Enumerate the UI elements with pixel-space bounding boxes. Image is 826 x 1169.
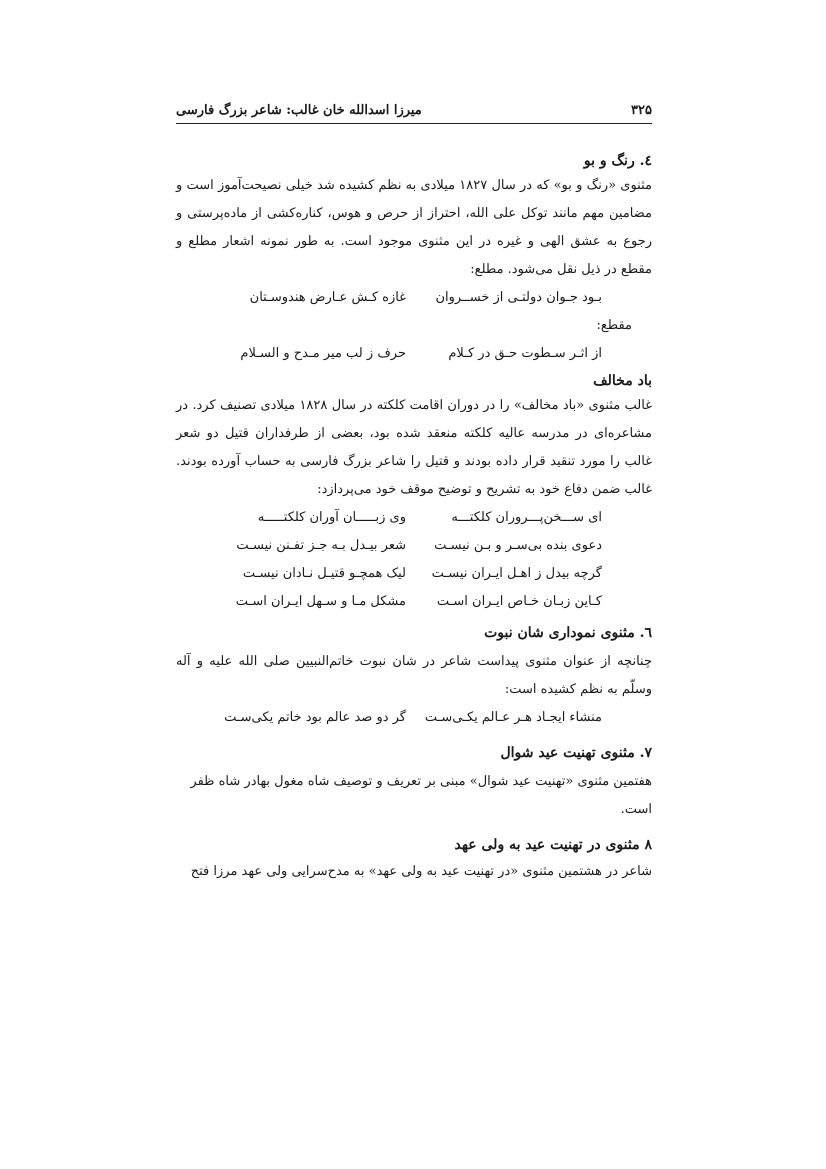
verse-couplet: [176, 532, 652, 560]
paragraph: چنانچه از عنوان مثنوی پیداست شاعر در شان نبوت خاتم‌النبیین صلی الله علیه و آله وسلّم به نظم کشیده است:: [176, 654, 652, 697]
section-heading: ٤. رنگ و بو: [583, 153, 652, 169]
verse-hemistich: گر دو صد عالم بود خاتم یکی‌سـت: [224, 710, 406, 725]
paragraph: شاعر در هشتمین مثنوی «در تهنیت عید به ولی عهد» به مدح‌سرایی ولی عهد مرزا فتح: [190, 864, 652, 879]
running-title: میرزا اسدالله خان غالب: شاعر بزرگ فارسی: [176, 103, 422, 118]
page-number: ۳۲۵: [631, 103, 652, 118]
verse-hemistich: غازه کـش عـارض هندوسـتان: [249, 290, 406, 305]
page-content: [176, 150, 652, 886]
verse-hemistich: منشاء ایجـاد هـر عـالم یکـی‌سـت: [424, 710, 602, 725]
verse-hemistich: کـاین زبـان خـاص ایـران اسـت: [436, 594, 602, 609]
section-heading: ٨ مثنوی در تهنیت عید به ولی عهد: [454, 837, 652, 853]
verse-couplet: [176, 704, 652, 732]
maqta-label: مقطع:: [596, 318, 632, 333]
paragraph: مثنوی «رنگ و بو» که در سال ۱۸۲۷ میلادی به نظم کشیده شد خیلی نصیحت‌آموز است و مضامین مهم مانند توکل علی الله، احتراز از حرص و هوس، کناره‌کشی از ماده‌پرستی و رجوع به عشق الهی و غیره در این مثنوی موجود است. به طور نمونه اشعار مطلع و مقطع در ذیل نقل می‌شود. مطلع:: [176, 178, 652, 277]
verse-hemistich: از اثـر سـطوت حـق در کـلام: [448, 346, 602, 361]
verse-hemistich: گرچه بیدل ز اهـل ایـران نیسـت: [431, 566, 602, 581]
verse-hemistich: لیک همچـو قتیـل نـادان نیسـت: [242, 566, 406, 581]
verse-couplet: [176, 588, 652, 616]
verse-hemistich: مشکل مـا و سـهل ایـران اسـت: [235, 594, 406, 609]
paragraph: غالب مثنوی «باد مخالف» را در دوران اقامت کلکته در سال ۱۸۲۸ میلادی تصنیف کرد. در مشاعره‌ای در مدرسه عالیه کلکته منعقد شده بود، بعضی از طرفداران قتیل دو شعر غالب را مورد تنقید قرار داده بودند و قتیل را شاعر بزرگ فارسی به حساب آورده بودند. غالب ضمن دفاع خود به تشریح و توضیح موقف خود می‌پردازد:: [176, 398, 652, 497]
section-heading: باد مخالف: [593, 373, 652, 389]
verse-hemistich: شعر بیـدل بـه جـز تفـنن نیسـت: [236, 538, 406, 553]
section-heading: ٦. مثنوی نموداری شان نبوت: [484, 625, 652, 641]
verse-couplet: [176, 284, 652, 312]
paragraph: هفتمین مثنوی «تهنیت عید شوال» مبنی بر تعریف و توصیف شاه مغول بهادر شاه ظفر است.: [190, 774, 652, 817]
section-rang-o-bu: [176, 150, 652, 368]
section-eid-shavval: [176, 742, 652, 824]
verse-couplet: [176, 340, 652, 368]
section-vali-ahd: [176, 834, 652, 886]
section-heading: ٧. مثنوی تهنیت عید شوال: [500, 745, 652, 761]
section-bad-mokhalef: [176, 370, 652, 616]
verse-hemistich: بـود جـوان دولتـی از خســروان: [435, 290, 602, 305]
verse-hemistich: حرف ز لب میر مـدح و السـلام: [240, 346, 406, 361]
verse-hemistich: دعوی بنده بی‌سـر و بـن نیسـت: [434, 538, 602, 553]
verse-couplet: [176, 560, 652, 588]
running-header: [176, 103, 652, 124]
verse-couplet: [176, 504, 652, 532]
section-nabuvvat: [176, 622, 652, 732]
verse-hemistich: وی زبـــــان آوران کلکتـــــه: [257, 510, 406, 525]
verse-hemistich: ای ســـخن‌پـــروران کلکتـــه: [451, 510, 602, 525]
